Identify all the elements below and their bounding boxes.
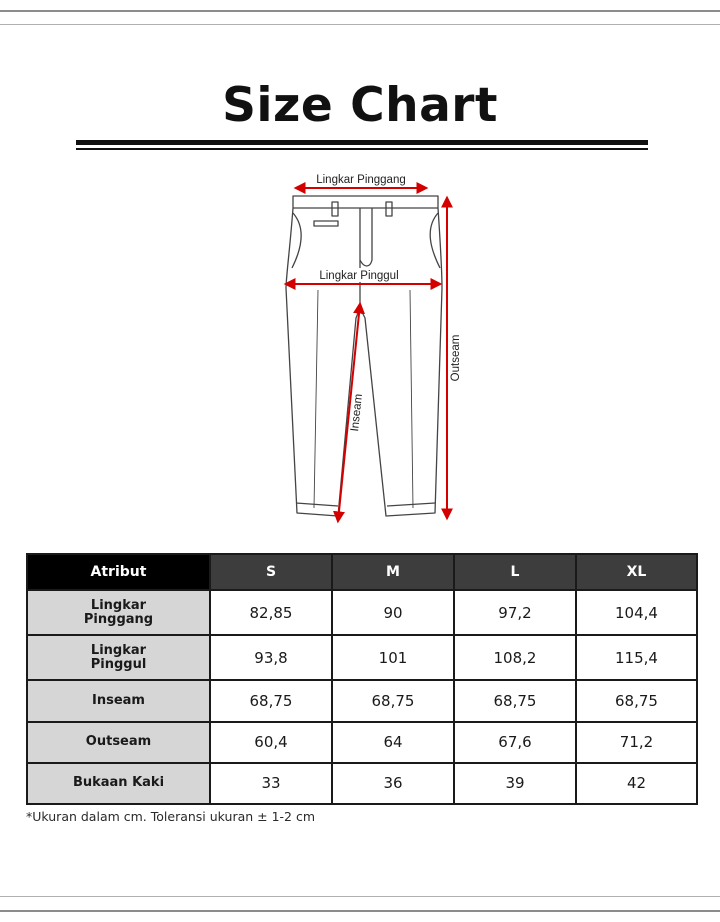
bottom-frame-line-inner [0,896,720,897]
table-cell: 104,4 [576,590,697,635]
row-label: Outseam [27,722,210,763]
table-cell: 68,75 [454,680,576,721]
table-row [27,635,697,680]
table-cell: 68,75 [210,680,332,721]
top-frame-line [0,10,720,12]
column-header-s: S [210,554,332,590]
table-row [27,680,697,721]
table-cell: 64 [332,722,454,763]
measurement-arrows [286,188,447,521]
table-cell: 71,2 [576,722,697,763]
row-label: Lingkar Pinggul [27,635,210,680]
title-rule-thick [76,140,648,145]
table-cell: 108,2 [454,635,576,680]
row-label: Lingkar Pinggang [27,590,210,635]
table-row [27,722,697,763]
page-title: Size Chart [222,78,498,133]
table-cell: 115,4 [576,635,697,680]
top-frame-line-inner [0,24,720,25]
table-cell: 39 [454,763,576,804]
table-header-row [27,554,697,590]
table-cell: 90 [332,590,454,635]
column-header-l: L [454,554,576,590]
table-cell: 67,6 [454,722,576,763]
table-cell: 42 [576,763,697,804]
table-cell: 82,85 [210,590,332,635]
table-cell: 93,8 [210,635,332,680]
outseam-label: Outseam [450,334,462,382]
pants-outline [286,196,442,516]
waist-label: Lingkar Pinggang [316,174,406,186]
column-header-m: M [332,554,454,590]
table-cell: 101 [332,635,454,680]
hip-label: Lingkar Pinggul [319,270,399,282]
title-rule-thin [76,148,648,150]
column-header-attribute: Atribut [27,554,210,590]
table-cell: 68,75 [332,680,454,721]
size-table [26,553,698,805]
table-cell: 60,4 [210,722,332,763]
row-label: Bukaan Kaki [27,763,210,804]
row-label: Inseam [27,680,210,721]
table-row [27,590,697,635]
table-row [27,763,697,804]
table-cell: 97,2 [454,590,576,635]
bottom-frame-line [0,910,720,912]
table-cell: 33 [210,763,332,804]
table-cell: 36 [332,763,454,804]
inseam-label: Inseam [349,393,365,433]
pants-diagram [270,168,470,530]
column-header-xl: XL [576,554,697,590]
table-cell: 68,75 [576,680,697,721]
footnote: *Ukuran dalam cm. Toleransi ukuran ± 1-2 cm [26,809,316,824]
